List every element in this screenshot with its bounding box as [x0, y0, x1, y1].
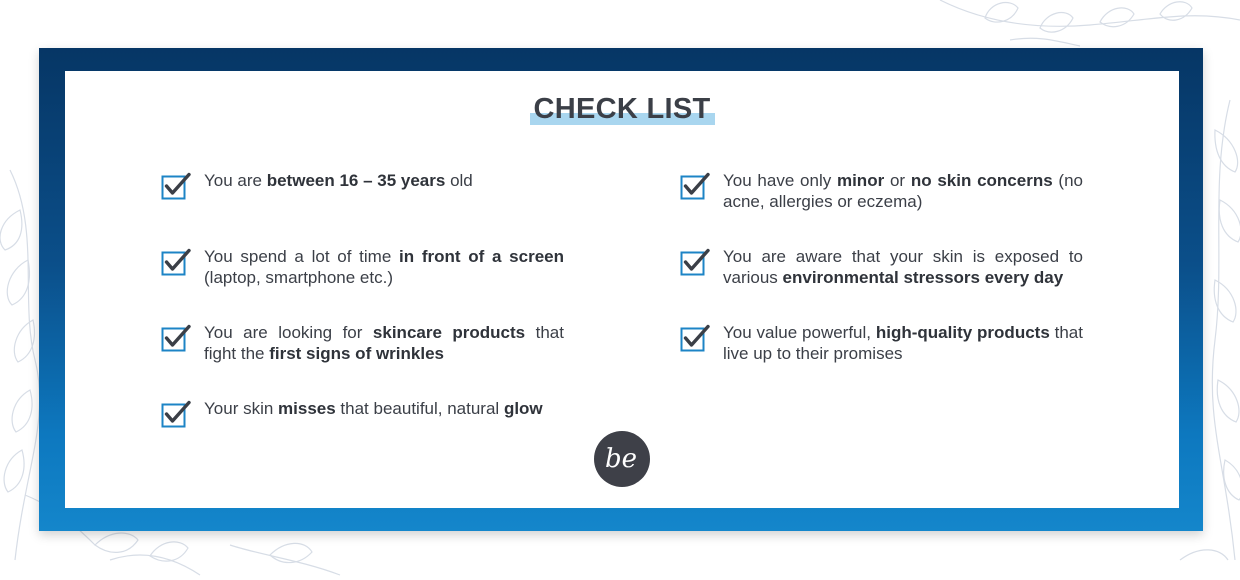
body-text: You value powerful, [723, 323, 876, 342]
logo-monogram-icon [594, 431, 650, 487]
checklist-card [65, 71, 1179, 508]
body-text: old [445, 171, 473, 190]
checklist-item [680, 246, 1100, 288]
logo-text: be [604, 444, 638, 474]
body-text: (no acne, allergies or eczema) [723, 171, 1083, 211]
body-text: You are aware that your skin is exposed to various [723, 247, 1083, 287]
emphasis-text: skincare products [372, 323, 526, 342]
emphasis-text: environmental stressors every day [782, 268, 1064, 287]
page-title: CHECK LIST [533, 93, 711, 125]
checklist-item-text [723, 322, 1083, 364]
title-container [65, 92, 1179, 126]
checked-box-icon [680, 172, 710, 200]
body-text: (laptop, smartphone etc.) [204, 268, 393, 287]
body-text: Your skin [204, 399, 279, 418]
emphasis-text: between 16 – 35 years [266, 171, 446, 190]
checklist-item [161, 170, 581, 200]
checklist-item [680, 322, 1100, 364]
emphasis-text: glow [503, 399, 543, 418]
emphasis-text: no skin concerns [910, 171, 1053, 190]
checklist-item-text [204, 322, 564, 364]
body-text: or [884, 171, 911, 190]
checked-box-icon [161, 172, 191, 200]
checklist-item [161, 398, 581, 428]
checklist-item-text [723, 170, 1083, 212]
emphasis-text: misses [278, 399, 336, 418]
body-text: that fight the [204, 323, 564, 363]
emphasis-text: minor [836, 171, 885, 190]
body-text: You have only [723, 171, 837, 190]
checked-box-icon [680, 324, 710, 352]
checklist-item-text [723, 246, 1083, 288]
checked-box-icon [680, 248, 710, 276]
emphasis-text: first signs of wrinkles [269, 344, 444, 363]
brand-logo [594, 431, 650, 487]
checklist-item [161, 246, 581, 288]
body-text: that beautiful, natural [335, 399, 504, 418]
checklist-item-text [204, 170, 564, 191]
checked-box-icon [161, 324, 191, 352]
body-text: You spend a lot of time [204, 247, 399, 266]
emphasis-text: high-quality products [875, 323, 1050, 342]
checked-box-icon [161, 400, 191, 428]
checklist-item [161, 322, 581, 364]
emphasis-text: in front of a screen [399, 247, 564, 266]
checked-box-icon [161, 248, 191, 276]
body-text: You are [204, 171, 267, 190]
body-text: You are looking for [204, 323, 373, 342]
checklist-item-text [204, 246, 564, 288]
checklist-item [680, 170, 1100, 212]
checklist-item-text [204, 398, 564, 419]
body-text: that live up to their promises [723, 323, 1083, 363]
